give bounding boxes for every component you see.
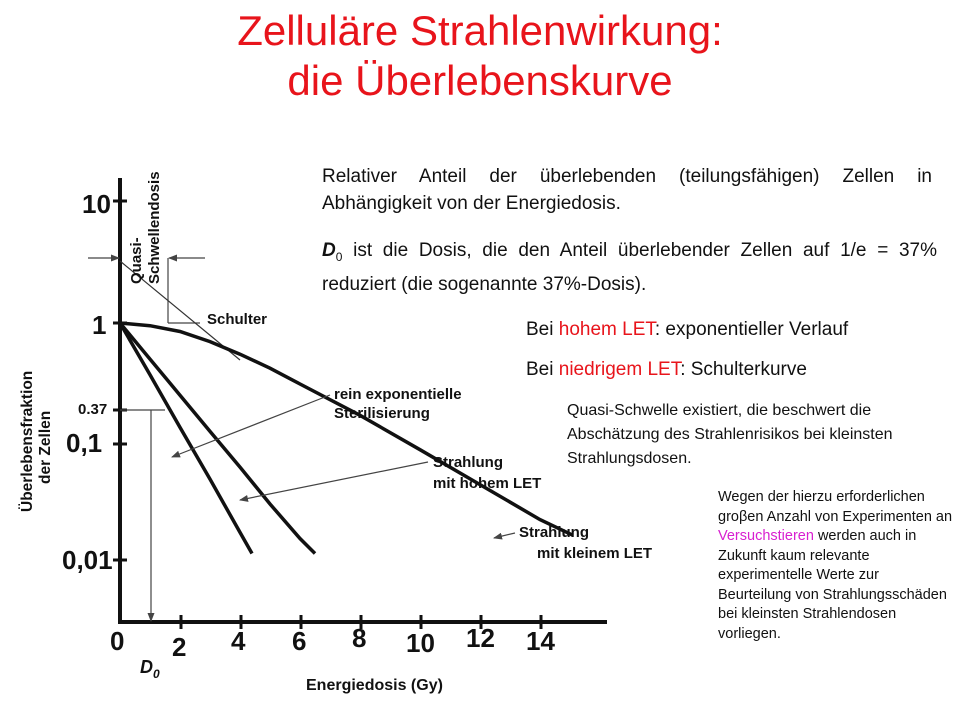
low-let-post: : Schulterkurve bbox=[680, 359, 807, 380]
y-tick-10: 10 bbox=[82, 189, 111, 219]
high-let-pre: Bei bbox=[526, 319, 559, 340]
experiment-note-post: werden auch in Zukunft kaum relevante experimentelle Werte zur Beurteilung von Strahlungsschäden bei kleinsten Strahlendosen vorliegen. bbox=[718, 528, 947, 642]
hohem-label-1: Strahlung bbox=[433, 454, 503, 471]
rein-arrow bbox=[172, 395, 330, 457]
y-tick-1: 1 bbox=[92, 310, 107, 340]
paragraph-relativer-anteil: Relativer Anteil der überlebenden (teilungsfähigen) Zellen in Abhängigkeit von der Energiedosis. bbox=[322, 166, 932, 214]
high-let-red: hohem LET bbox=[558, 319, 655, 340]
low-let-red: niedrigem LET bbox=[558, 359, 681, 380]
hohem-label-2: mit hohem LET bbox=[433, 475, 542, 492]
schulter-label: Schulter bbox=[207, 311, 268, 328]
quasi-label-1: Quasi- bbox=[128, 237, 145, 284]
paragraph-d0-definition bbox=[322, 237, 937, 298]
curve-hohem-let bbox=[120, 323, 315, 554]
x-tick-6: 6 bbox=[292, 626, 307, 656]
d0-text: ist die Dosis, die den Anteil überlebender Zellen auf 1/e = 37% reduziert (die sogenannte 37%-Dosis). bbox=[322, 240, 937, 295]
title-line-2: die Überlebenskurve bbox=[287, 57, 673, 104]
kleinem-arrow bbox=[494, 533, 515, 538]
experiment-note-magenta: Versuchstieren bbox=[718, 528, 814, 544]
quasi-label-2: Schwellendosis bbox=[146, 171, 163, 284]
x-tick-0: 0 bbox=[110, 626, 125, 656]
y-axis-label-1: Überlebensfraktion bbox=[19, 370, 36, 512]
high-let-line bbox=[526, 316, 848, 343]
d0-label: $D_0$ bbox=[140, 657, 160, 681]
x-tick-8: 8 bbox=[352, 623, 367, 653]
low-let-pre: Bei bbox=[526, 359, 559, 380]
rein-label-2: Sterilisierung bbox=[334, 405, 430, 422]
d0-symbol: D bbox=[322, 240, 336, 261]
hohem-arrow bbox=[240, 462, 428, 500]
x-tick-4: 4 bbox=[231, 626, 246, 656]
experiment-note bbox=[718, 488, 954, 644]
x-tick-10: 10 bbox=[406, 628, 435, 658]
y-tick-037: 0.37 bbox=[78, 401, 108, 418]
rein-label-1: rein exponentielle bbox=[334, 386, 462, 403]
title-line-1: Zelluläre Strahlenwirkung: bbox=[237, 7, 723, 54]
high-let-post: : exponentieller Verlauf bbox=[654, 319, 849, 340]
y-axis-label-2: der Zellen bbox=[37, 410, 54, 484]
experiment-note-pre: Wegen der hierzu erforderlichen groβen Anzahl von Experimenten an bbox=[718, 489, 953, 525]
curve-kleinem-let bbox=[120, 323, 573, 535]
y-tick-01: 0,1 bbox=[66, 428, 103, 458]
x-axis-label: Energiedosis (Gy) bbox=[306, 677, 443, 694]
x-tick-14: 14 bbox=[526, 626, 555, 656]
x-tick-2: 2 bbox=[172, 632, 187, 662]
quasi-schwelle-note: Quasi-Schwelle existiert, die beschwert die Abschätzung des Strahlenrisikos bei kleinsten Strahlungsdosen. bbox=[567, 402, 893, 467]
x-tick-12: 12 bbox=[466, 623, 495, 653]
low-let-line bbox=[526, 356, 807, 383]
kleinem-label-1: Strahlung bbox=[519, 524, 589, 541]
y-tick-001: 0,01 bbox=[62, 545, 113, 575]
curve-rein-exponentiell bbox=[120, 323, 252, 554]
kleinem-label-2: mit kleinem LET bbox=[537, 545, 653, 562]
d0-subscript: 0 bbox=[335, 249, 343, 264]
